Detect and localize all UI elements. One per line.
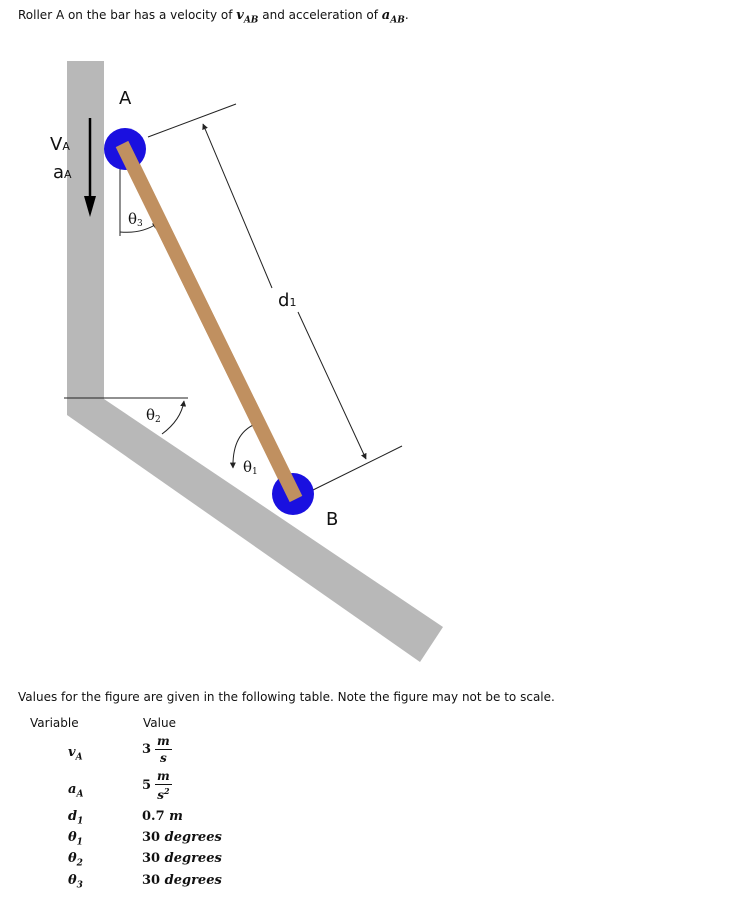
row-theta2-number: 30 <box>142 851 161 866</box>
row-d1-unit: m <box>169 809 183 824</box>
row-theta2-variable <box>68 851 83 869</box>
theta1-label: θ1 <box>243 458 258 477</box>
table-note: Values for the figure are given in the following table. Note the figure may not be to scale. <box>18 690 555 704</box>
row-aa-unit-den <box>155 785 172 802</box>
d1-dimension-line-upper <box>203 124 272 288</box>
row-theta1-value <box>142 830 222 845</box>
row-va-number: 3 <box>142 742 152 757</box>
row-theta2-unit: degrees <box>164 851 222 866</box>
row-d1-value <box>142 809 183 824</box>
intro-suffix: . <box>404 8 409 22</box>
row-theta1-sub: 1 <box>76 837 83 848</box>
label-va: VA <box>50 134 70 155</box>
row-theta3-sym: θ <box>68 873 77 888</box>
label-a: A <box>119 88 132 109</box>
row-aa-value <box>142 769 172 802</box>
row-d1-number: 0.7 <box>142 809 165 824</box>
row-theta3-sub: 3 <box>76 880 83 891</box>
acceleration-symbol-sub: AB <box>390 15 405 26</box>
velocity-symbol-sub: AB <box>243 15 259 26</box>
row-va-value <box>142 734 172 765</box>
row-va-unit-den-letter: s <box>160 751 167 765</box>
row-aa-sub: A <box>76 789 84 800</box>
d1-extension-line-top <box>148 104 236 137</box>
row-theta3-variable <box>68 873 83 891</box>
row-va-unit-fraction <box>155 734 172 765</box>
row-theta2-value <box>142 851 222 866</box>
row-aa-number: 5 <box>142 778 152 793</box>
row-d1-sub: 1 <box>77 816 84 827</box>
label-d1: d1 <box>278 290 297 311</box>
row-theta3-number: 30 <box>142 873 161 888</box>
row-theta2-sub: 2 <box>76 858 83 869</box>
d1-extension-line-bottom <box>313 446 402 490</box>
row-va-unit-den <box>155 750 172 765</box>
intro-middle: and acceleration of <box>262 8 378 22</box>
d1-dimension-line-lower <box>298 312 366 459</box>
row-theta3-value <box>142 873 222 888</box>
row-va-unit-num: m <box>157 734 170 748</box>
header-value: Value <box>143 716 176 730</box>
row-theta3-unit: degrees <box>164 873 222 888</box>
row-aa-unit-den-letter: s <box>157 788 164 802</box>
row-aa-unit-den-sup: 2 <box>163 786 170 796</box>
intro-prefix: Roller A on the bar has a velocity of <box>18 8 233 22</box>
acceleration-symbol-letter: a <box>381 8 391 23</box>
row-theta1-sym: θ <box>68 830 77 845</box>
row-aa-sym: a <box>68 782 77 797</box>
row-theta1-number: 30 <box>142 830 161 845</box>
label-aa: aA <box>53 162 72 183</box>
theta2-arc <box>162 401 184 434</box>
theta3-label: θ3 <box>128 210 143 229</box>
inclined-wall <box>67 399 443 662</box>
velocity-symbol-letter: v <box>236 8 244 23</box>
row-d1-sym: d <box>68 809 78 824</box>
vertical-wall <box>67 61 104 399</box>
label-b: B <box>326 509 339 530</box>
row-aa-variable <box>68 782 83 800</box>
row-aa-unit-fraction <box>155 769 172 802</box>
header-variable: Variable <box>30 716 79 730</box>
row-va-variable <box>68 745 83 763</box>
row-d1-variable <box>68 809 83 827</box>
row-theta1-variable <box>68 830 83 848</box>
theta2-label: θ2 <box>146 406 161 425</box>
row-va-sub: A <box>75 752 83 763</box>
row-theta1-unit: degrees <box>164 830 222 845</box>
row-aa-unit-num: m <box>157 769 170 783</box>
row-va-sym: v <box>68 745 76 760</box>
row-theta2-sym: θ <box>68 851 77 866</box>
